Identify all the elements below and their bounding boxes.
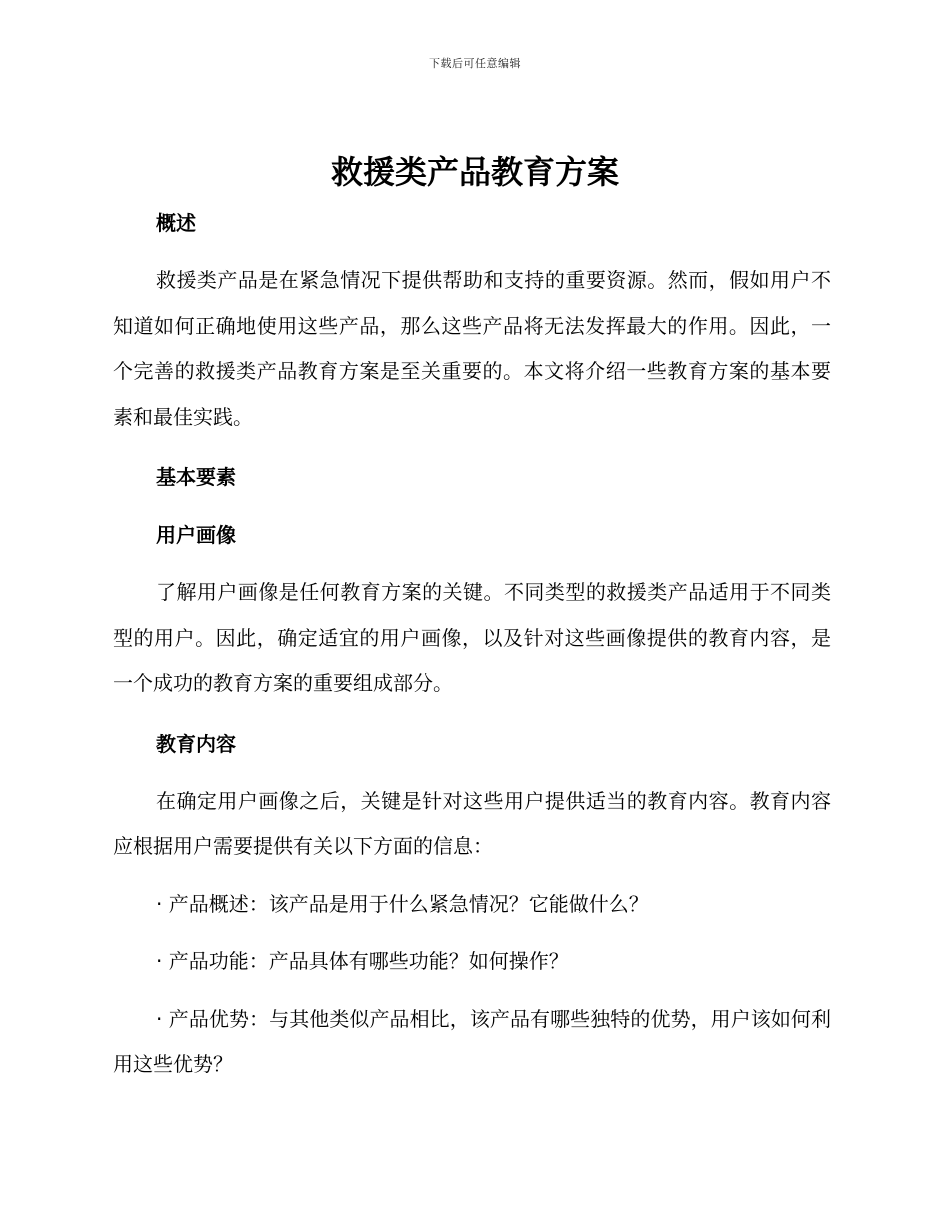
section-heading-basics: 基本要素 <box>156 465 236 489</box>
section-heading-overview: 概述 <box>156 211 196 235</box>
bullet-item: · 产品概述：该产品是用于什么紧急情况？它能做什么？ <box>156 891 649 916</box>
paragraph-content: 在确定用户画像之后，关键是针对这些用户提供适当的教育内容。教育内容应根据用户需要提供有关以下方面的信息： <box>113 788 831 858</box>
header-note: 下载后可任意编辑 <box>429 57 521 70</box>
bullet-item: · 产品优势：与其他类似产品相比，该产品有哪些独特的优势，用户该如何利用这些优势？ <box>113 1006 831 1076</box>
document-title: 救援类产品教育方案 <box>330 153 619 191</box>
paragraph-overview: 救援类产品是在紧急情况下提供帮助和支持的重要资源。然而，假如用户不知道如何正确地使用这些产品，那么这些产品将无法发挥最大的作用。因此，一个完善的救援类产品教育方案是至关重要的。本文将介绍一些教育方案的基本要素和最佳实践。 <box>113 268 831 429</box>
paragraph-persona: 了解用户画像是任何教育方案的关键。不同类型的救援类产品适用于不同类型的用户。因此，确定适宜的用户画像，以及针对这些画像提供的教育内容，是一个成功的教育方案的重要组成部分。 <box>113 580 831 695</box>
section-heading-persona: 用户画像 <box>156 523 236 547</box>
document-body <box>113 200 831 1088</box>
bullet-item: · 产品功能：产品具体有哪些功能？如何操作？ <box>156 949 569 973</box>
section-heading-content: 教育内容 <box>156 731 236 756</box>
